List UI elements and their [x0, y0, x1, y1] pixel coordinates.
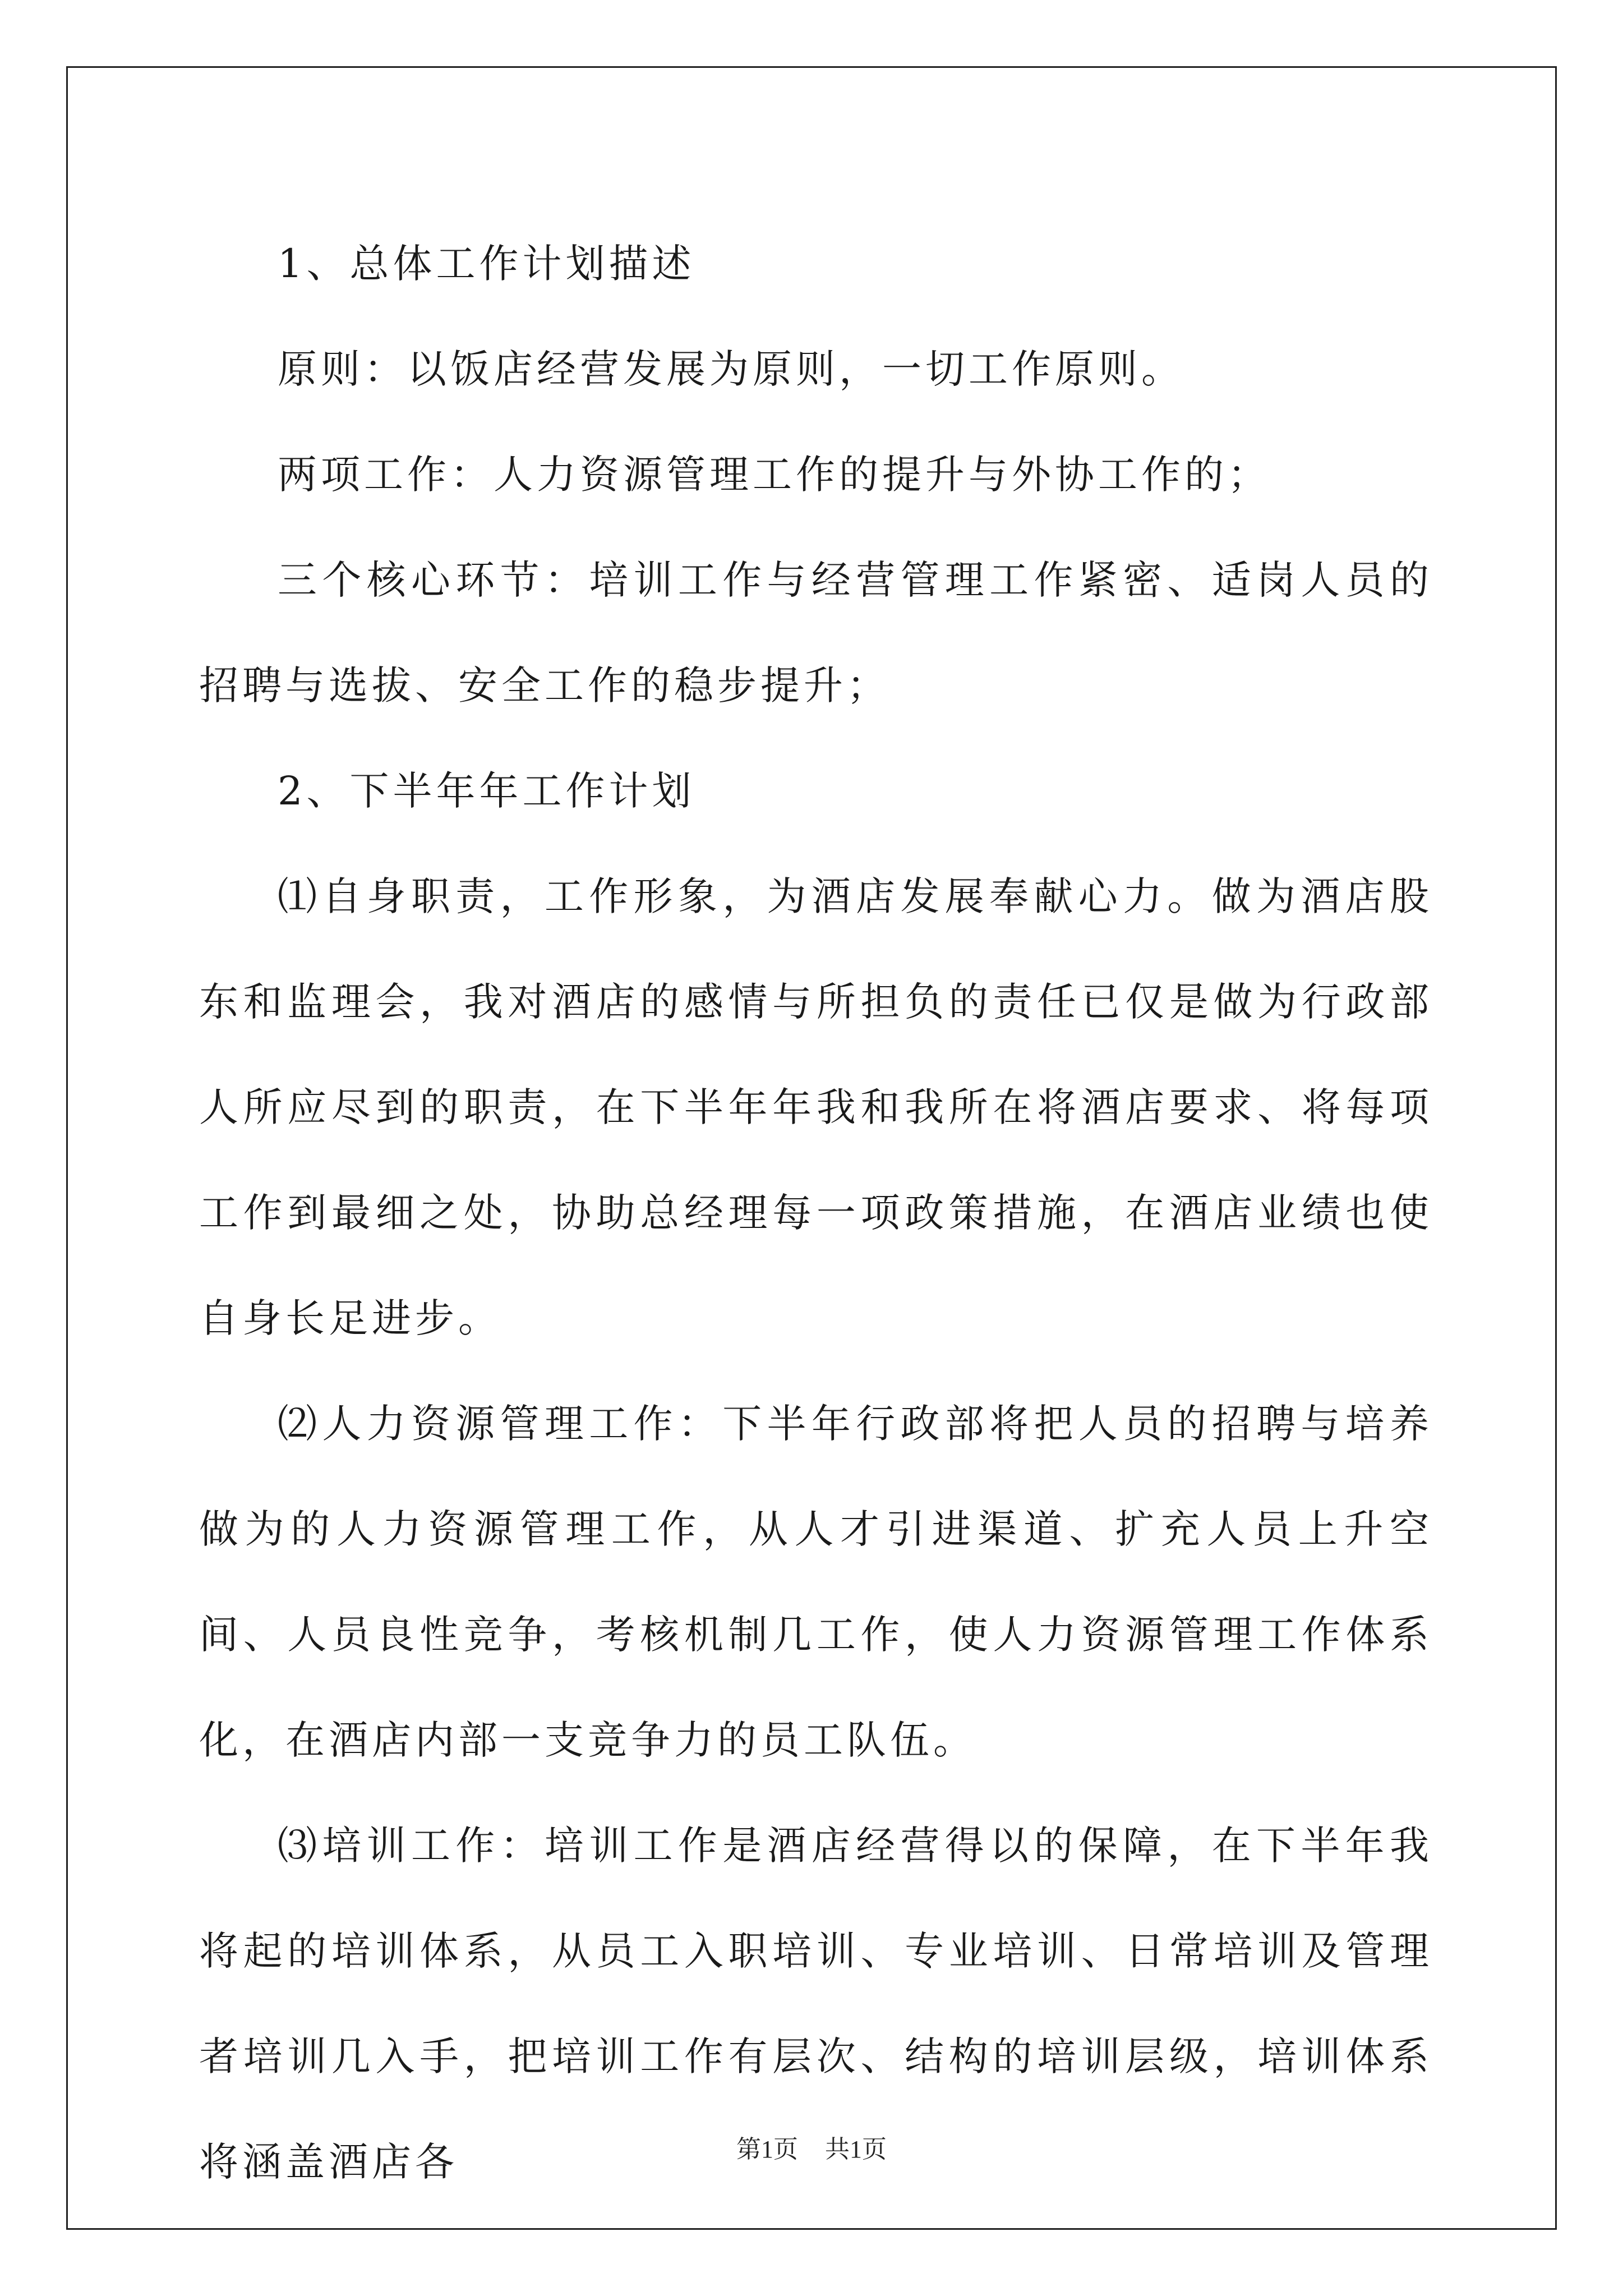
paragraph: ⑴自身职责，工作形象，为酒店发展奉献心力。做为酒店股东和监理会，我对酒店的感情与所担负的责任已仅是做为行政部人所应尽到的职责，在下半年年我和我所在将酒店要求、将每项工作到最细之处，协助总经理每一项政策措施，在酒店业绩也使自身长足进步。 — [199, 873, 1433, 1341]
document-body — [199, 211, 1433, 2215]
page-total: 共1页 — [825, 2136, 887, 2163]
paragraph: 三个核心环节：培训工作与经营管理工作紧密、适岗人员的招聘与选拔、安全工作的稳步提升； — [199, 557, 1433, 708]
paragraph: 两项工作：人力资源管理工作的提升与外协工作的； — [278, 452, 1271, 498]
page-footer — [0, 2129, 1623, 2165]
paragraph: 原则：以饭店经营发展为原则，一切工作原则。 — [278, 346, 1184, 392]
paragraph: 2、下半年年工作计划 — [278, 768, 695, 814]
paragraph: 1、总体工作计划描述 — [278, 241, 695, 287]
page-number: 第1页 — [736, 2136, 798, 2163]
paragraph: ⑵人力资源管理工作：下半年行政部将把人员的招聘与培养做为的人力资源管理工作，从人才引进渠道、扩充人员上升空间、人员良性竞争，考核机制几工作，使人力资源管理工作体系化，在酒店内部一支竞争力的员工队伍。 — [199, 1401, 1433, 1763]
paragraph: ⑶培训工作：培训工作是酒店经营得以的保障，在下半年我将起的培训体系，从员工入职培训、专业培训、日常培训及管理者培训几入手，把培训工作有层次、结构的培训层级，培训体系将涵盖酒店各 — [199, 1823, 1433, 2185]
